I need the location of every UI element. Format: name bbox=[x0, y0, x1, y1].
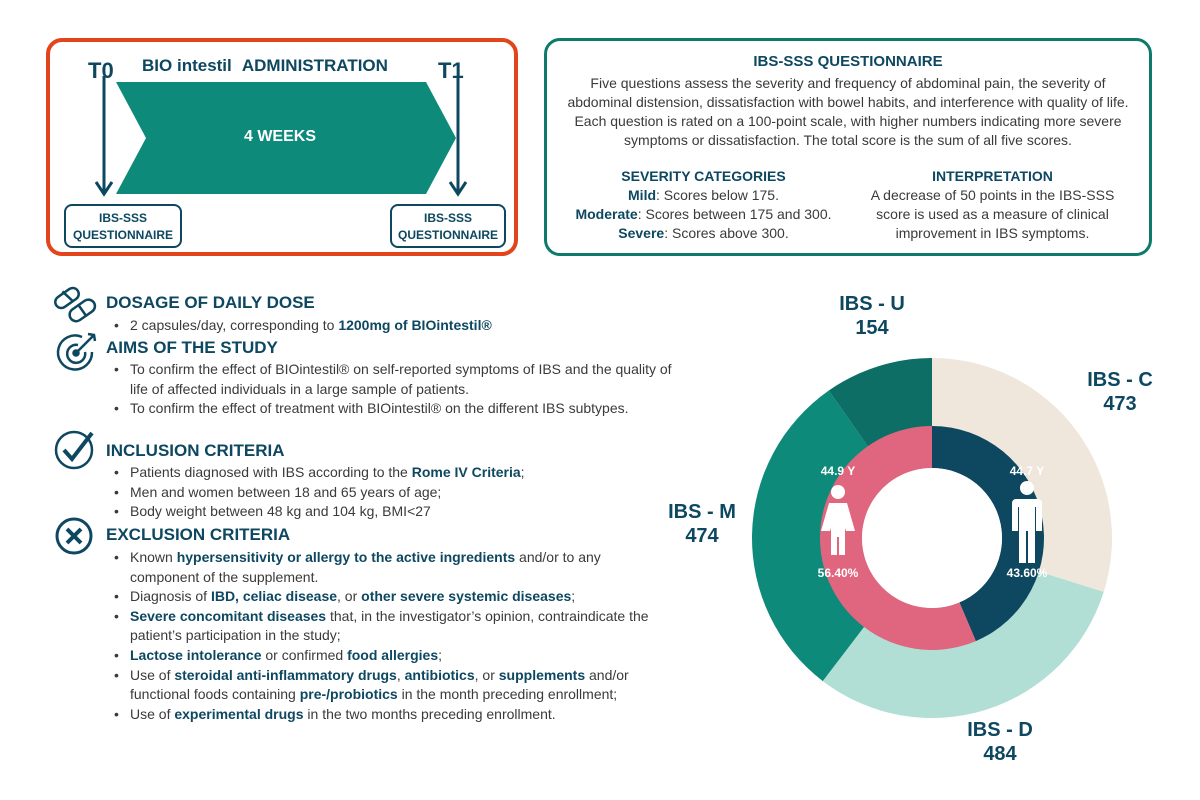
dosage-title: DOSAGE OF DAILY DOSE bbox=[106, 293, 315, 312]
female-mean-age: 44.9 Y bbox=[820, 464, 856, 478]
duration-label: 4 WEEKS bbox=[243, 128, 316, 145]
list-item: • Men and women between 18 and 65 years of age; bbox=[112, 483, 672, 503]
male-mean-age: 44.7 Y bbox=[1009, 464, 1045, 478]
segment-label-ibs-m: IBS - M 474 bbox=[668, 501, 736, 547]
questionnaire-t0-box: IBS-SSS QUESTIONNAIRE bbox=[64, 204, 182, 248]
severity-severe: Severe: Scores above 300. bbox=[618, 225, 789, 241]
list-item: • Body weight between 48 kg and 104 kg, BMI<27 bbox=[112, 502, 672, 522]
questionnaire-t1-box: IBS-SSS QUESTIONNAIRE bbox=[390, 204, 506, 248]
female-percentage: 56.40% bbox=[817, 566, 859, 580]
severity-mild: Mild: Scores below 175. bbox=[628, 187, 779, 203]
list-item: • Use of experimental drugs in the two months preceding enrollment. bbox=[112, 705, 672, 725]
list-item: • Use of steroidal anti-inflammatory drugs, antibiotics, or supplements and/or functional foods containing pre-/probiotics in the month preceding enrollment; bbox=[112, 666, 672, 705]
exclusion-title: EXCLUSION CRITERIA bbox=[106, 525, 291, 544]
severity-moderate: Moderate: Scores between 175 and 300. bbox=[575, 206, 832, 222]
timepoint-t1: T1 bbox=[438, 58, 464, 83]
list-item: • Patients diagnosed with IBS according to the Rome IV Criteria; bbox=[112, 463, 672, 483]
donut-hole bbox=[862, 468, 1002, 608]
interpretation-text: A decrease of 50 points in the IBS-SSS score is used as a measure of clinical improvement in IBS symptoms. bbox=[870, 187, 1115, 241]
interpretation-title: INTERPRETATION bbox=[932, 168, 1053, 184]
segment-label-ibs-c: IBS - C 473 bbox=[1087, 369, 1153, 415]
list-item: • Severe concomitant diseases that, in the investigator’s opinion, contraindicate the patient’s participation in the study; bbox=[112, 607, 672, 646]
severity-title: SEVERITY CATEGORIES bbox=[621, 168, 786, 184]
timepoint-t0: T0 bbox=[88, 58, 114, 83]
list-item: • 2 capsules/day, corresponding to 1200mg of BIOintestil® bbox=[112, 316, 672, 336]
list-item: • To confirm the effect of BIOintestil® on self-reported symptoms of IBS and the quality of life of affected individuals in a large sample of patients. bbox=[112, 360, 672, 399]
aims-title: AIMS OF THE STUDY bbox=[106, 338, 278, 357]
ibs-sss-description: Five questions assess the severity and frequency of abdominal pain, the severity of abdominal distension, dissatisfaction with bowel habits, and interference with quality of life. Each question is rated on a 100-point scale, with higher numbers indicating more severe symptoms or dissatisfaction. The total score is the sum of all five scores. bbox=[567, 75, 1129, 148]
list-item: • To confirm the effect of treatment with BIOintestil® on the different IBS subtypes. bbox=[112, 399, 672, 419]
inclusion-title: INCLUSION CRITERIA bbox=[106, 441, 285, 460]
list-item: • Known hypersensitivity or allergy to the active ingredients and/or to any component of the supplement. bbox=[112, 548, 672, 587]
segment-label-ibs-u: IBS - U 154 bbox=[839, 293, 905, 339]
male-percentage: 43.60% bbox=[1006, 566, 1048, 580]
biointestil-logo: BIO intestil bbox=[142, 56, 232, 75]
administration-title: BIO intestil ADMINISTRATION bbox=[142, 56, 388, 75]
list-item: • Diagnosis of IBD, celiac disease, or other severe systemic diseases; bbox=[112, 587, 672, 607]
segment-label-ibs-d: IBS - D 484 bbox=[967, 719, 1033, 765]
ibs-sss-title: IBS-SSS QUESTIONNAIRE bbox=[753, 53, 943, 70]
list-item: • Lactose intolerance or confirmed food allergies; bbox=[112, 646, 672, 666]
